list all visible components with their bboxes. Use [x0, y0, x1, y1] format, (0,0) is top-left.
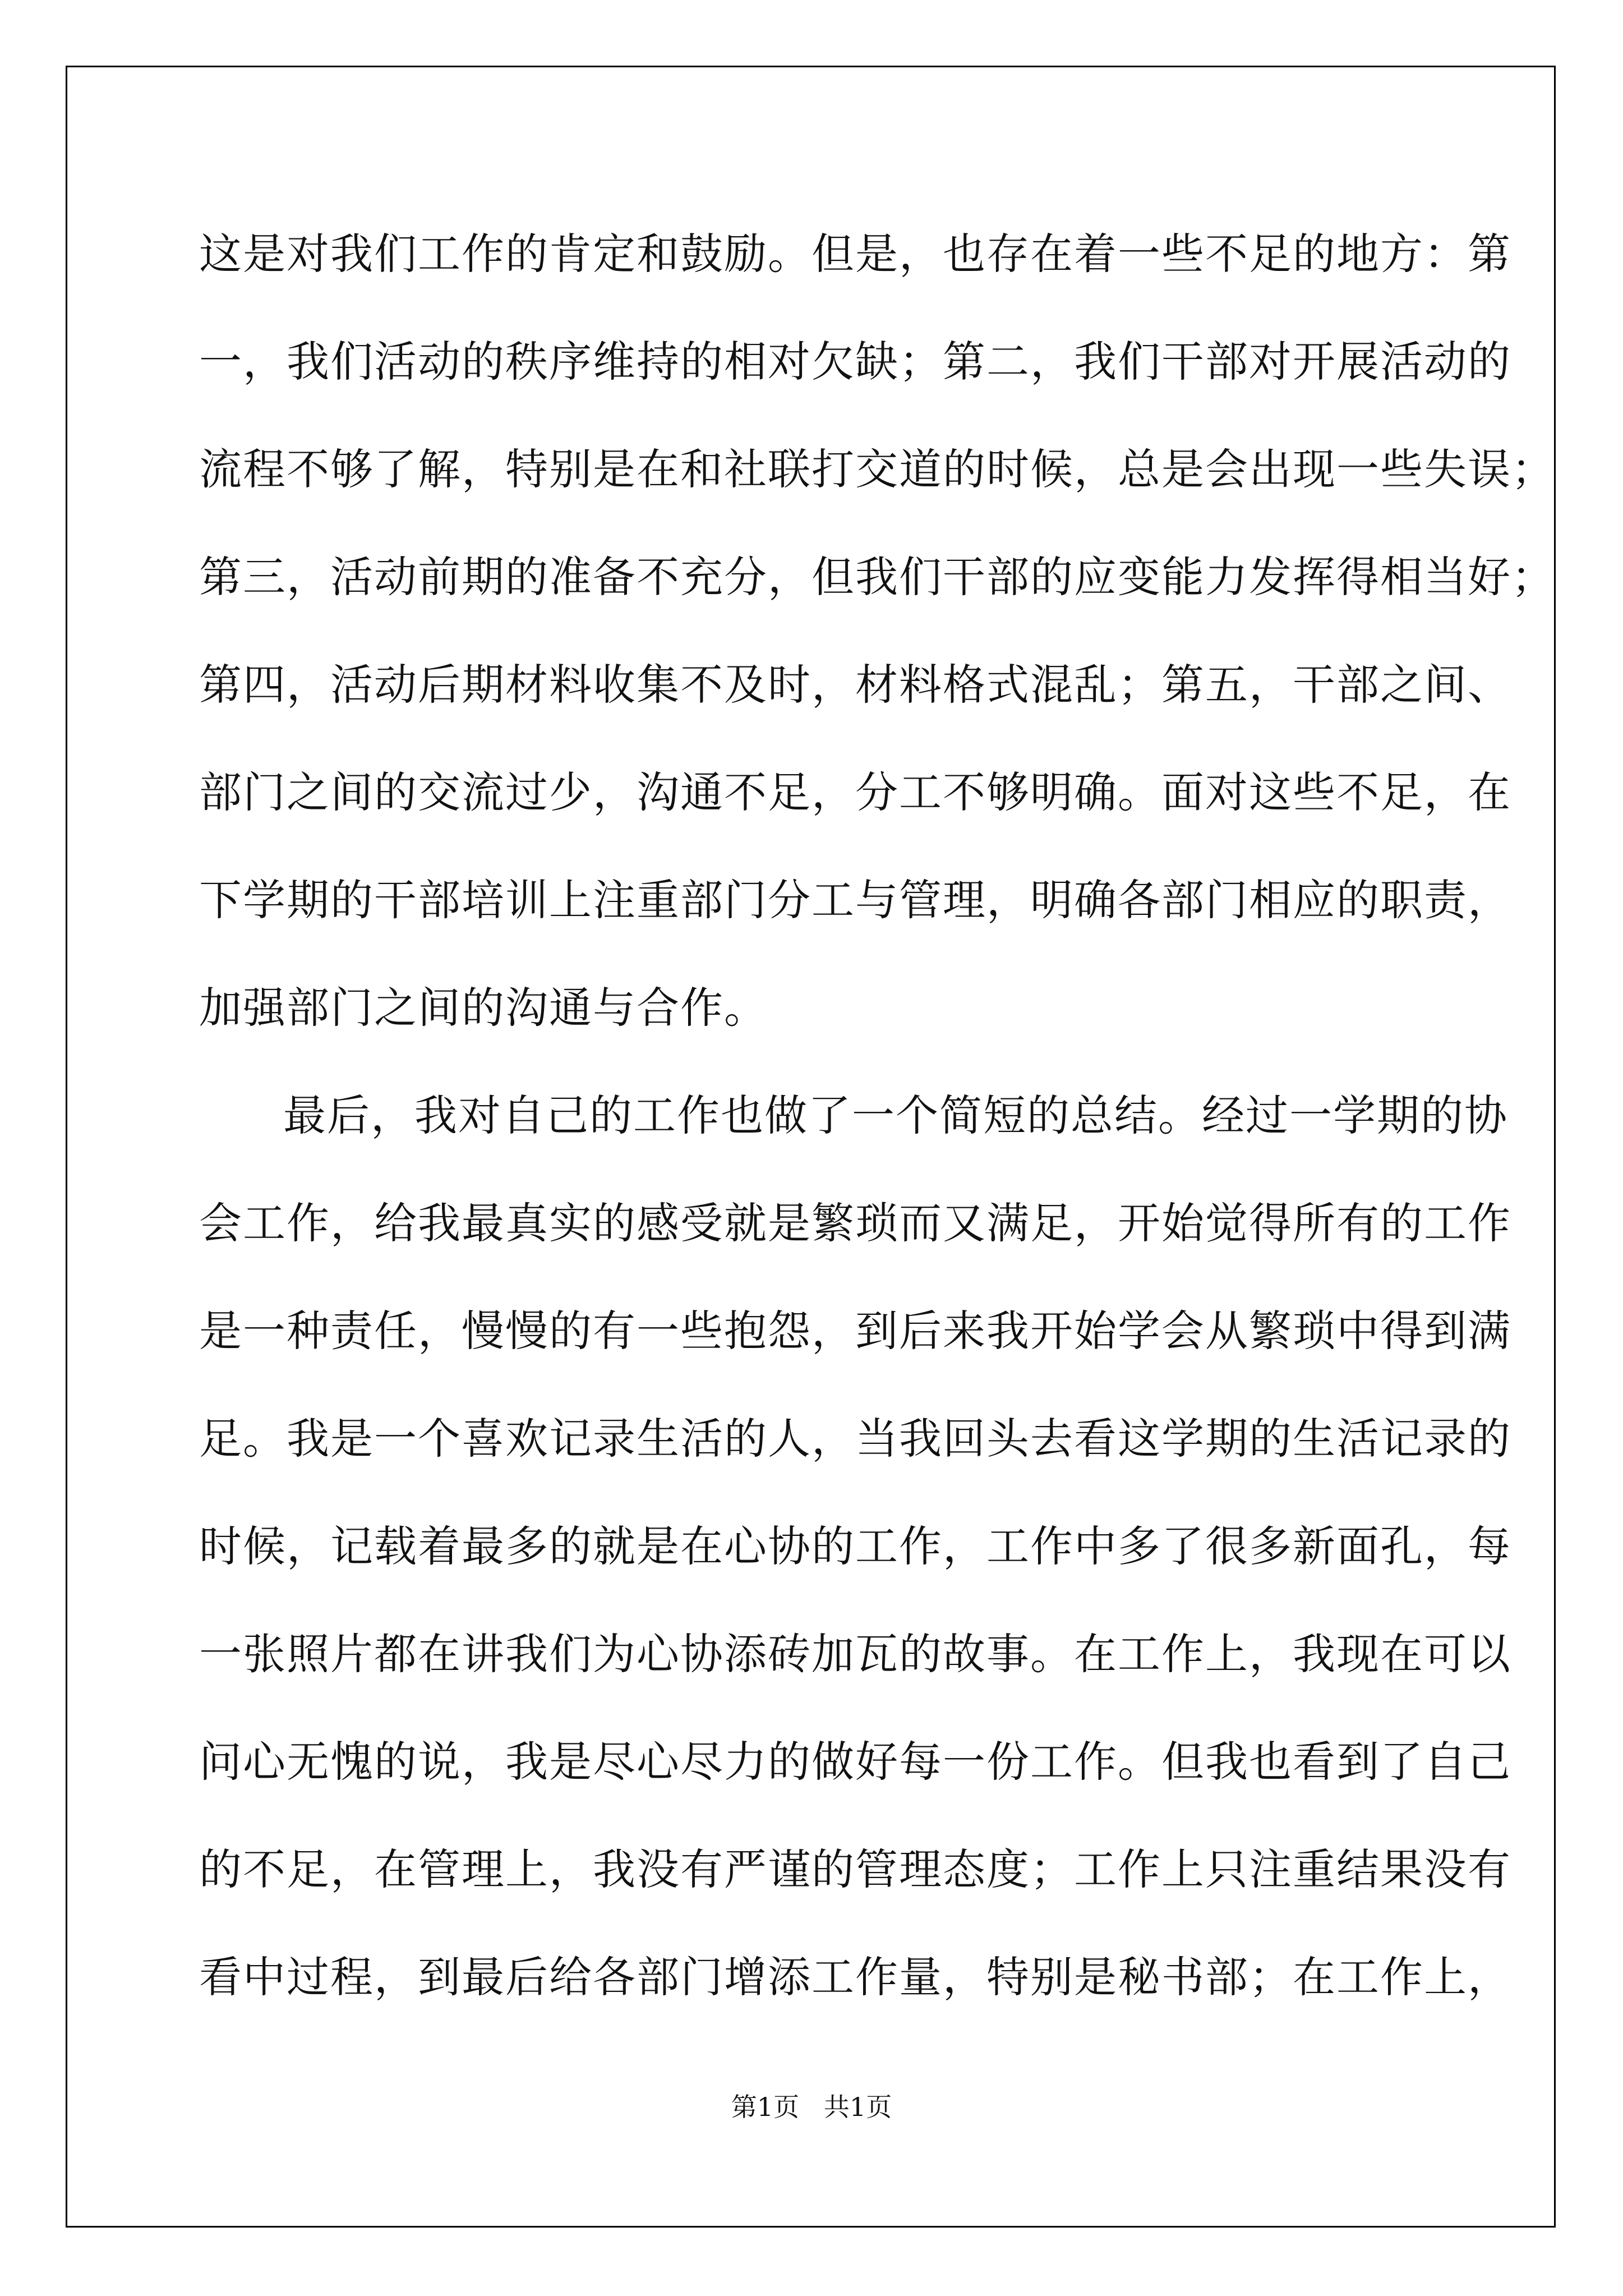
- text-line: 时候，记载着最多的就是在心协的工作，工作中多了很多新面孔，每: [199, 1521, 1511, 1571]
- text-line: 一张照片都在讲我们为心协添砖加瓦的故事。在工作上，我现在可以: [199, 1629, 1511, 1679]
- text-line: 会工作，给我最真实的感受就是繁琐而又满足，开始觉得所有的工作: [199, 1198, 1511, 1248]
- text-line: 流程不够了解，特别是在和社联打交道的时候，总是会出现一些失误；: [199, 444, 1555, 494]
- text-line: 下学期的干部培训上注重部门分工与管理，明确各部门相应的职责，: [199, 875, 1511, 925]
- text-line: 看中过程，到最后给各部门增添工作量，特别是秘书部；在工作上，: [199, 1952, 1511, 2002]
- text-line: 加强部门之间的沟通与合作。: [199, 983, 768, 1033]
- text-line: 是一种责任，慢慢的有一些抱怨，到后来我开始学会从繁琐中得到满: [199, 1306, 1511, 1356]
- text-line: 一，我们活动的秩序维持的相对欠缺；第二，我们干部对开展活动的: [199, 337, 1511, 386]
- page-number-footer: 第1页 共1页: [731, 2092, 892, 2122]
- text-line: 的不足，在管理上，我没有严谨的管理态度；工作上只注重结果没有: [199, 1844, 1511, 1894]
- text-line: 部门之间的交流过少，沟通不足，分工不够明确。面对这些不足，在: [199, 767, 1511, 817]
- text-line: 足。我是一个喜欢记录生活的人，当我回头去看这学期的生活记录的: [199, 1414, 1511, 1464]
- text-line: 第四，活动后期材料收集不及时，材料格式混乱；第五，干部之间、: [199, 660, 1511, 710]
- text-line: 最后，我对自己的工作也做了一个简短的总结。经过一学期的协: [283, 1091, 1508, 1140]
- document-body: [199, 220, 1555, 2051]
- text-line: 问心无愧的说，我是尽心尽力的做好每一份工作。但我也看到了自己: [199, 1737, 1511, 1787]
- text-line: 这是对我们工作的肯定和鼓励。但是，也存在着一些不足的地方：第: [199, 229, 1511, 279]
- text-line: 第三，活动前期的准备不充分，但我们干部的应变能力发挥得相当好；: [199, 552, 1555, 602]
